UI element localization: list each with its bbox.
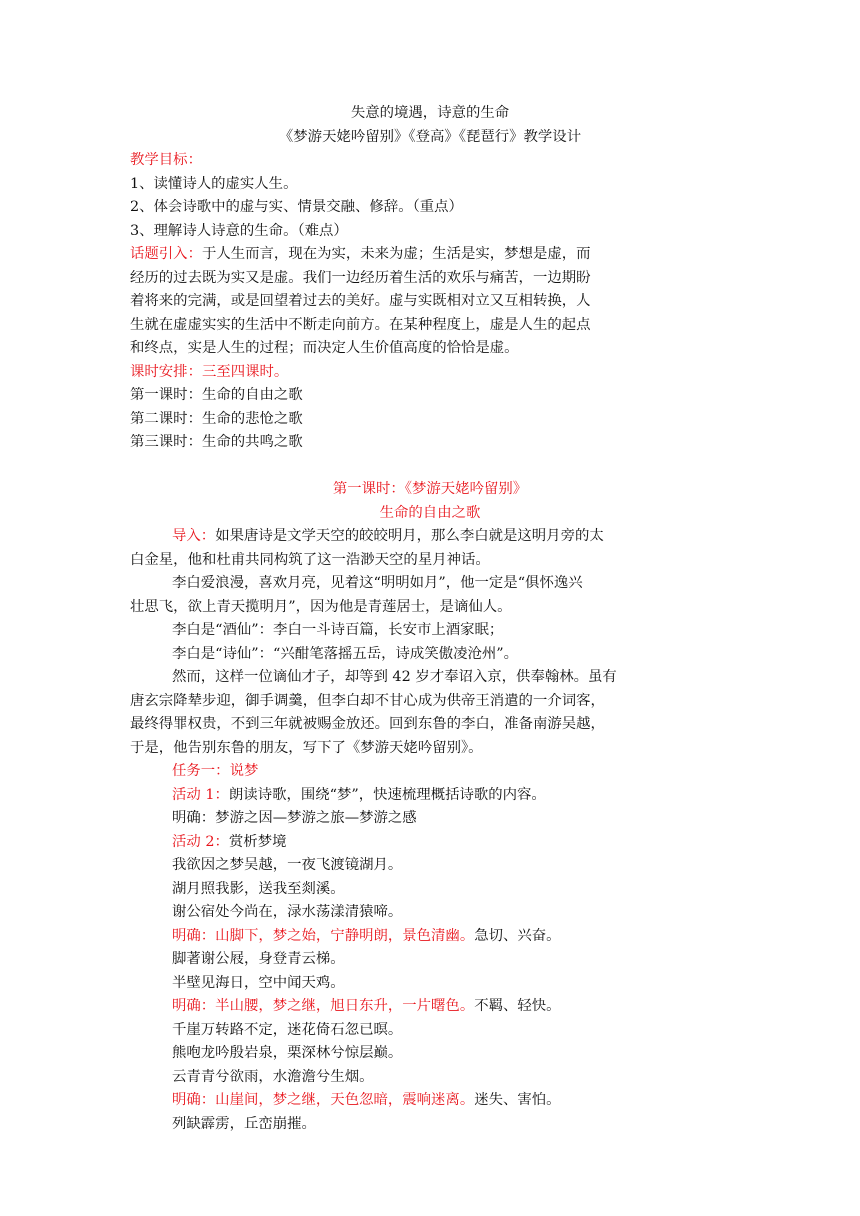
lead-label: 导入：	[172, 528, 216, 544]
verse-line: 湖月照我影，送我至剡溪。	[172, 880, 345, 897]
verse-line: 列缺霹雳，丘峦崩摧。	[172, 1115, 316, 1132]
verse-line: 云青青兮欲雨，水澹澹兮生烟。	[172, 1068, 374, 1085]
schedule-heading: 课时安排：三至四课时。	[130, 363, 289, 380]
spacer	[130, 455, 730, 479]
paragraph-line: 然而，这样一位谪仙才子，却等到 42 岁才奉诏入京，供奉翰林。虽有	[172, 669, 617, 685]
schedule-item: 第三课时：生命的共鸣之歌	[130, 434, 303, 450]
paragraph-line: 唐玄宗降辇步迎，御手调羹，但李白却不甘心成为供帝王消遣的一介词客，	[130, 692, 605, 709]
intro-label: 话题引入：	[130, 246, 202, 262]
verse-line: 半壁见海日，空中闻天鸡。	[172, 974, 345, 991]
objective-item: 2、体会诗歌中的虚与实、情景交融、修辞。（重点）	[130, 199, 463, 215]
activity-answer: 明确：梦游之因—梦游之旅—梦游之感	[172, 810, 417, 826]
intro-line: 经历的过去既为实又是虚。我们一边经历着生活的欢乐与痛苦，一边期盼	[130, 269, 591, 286]
paragraph-line: 最终得罪权贵，不到三年就被赐金放还。回到东鲁的李白，准备南游吴越，	[130, 716, 605, 732]
intro-line: 着将来的完满，或是回望着过去的美好。虚与实既相对立又互相转换，人	[130, 293, 591, 309]
activity-label: 活动 1：	[172, 786, 229, 803]
answer-line: 明确：山脚下，梦之始，宁静明朗，景色清幽。急切、兴奋。	[172, 927, 561, 944]
intro-line: 生就在虚虚实实的生活中不断走向前方。在某种程度上，虚是人生的起点	[130, 316, 591, 333]
verse-line: 谢公宿处今尚在，渌水荡漾清猿啼。	[172, 904, 403, 920]
verse-line: 千崖万转路不定，迷花倚石忽已暝。	[172, 1021, 403, 1038]
activity-line: 活动 1：朗读诗歌，围绕“梦”，快速梳理概括诗歌的内容。	[172, 786, 546, 803]
doc-subtitle: 《梦游天姥吟留别》《登高》《琵琶行》教学设计	[278, 128, 582, 145]
doc-title: 失意的境遇，诗意的生命	[350, 105, 510, 121]
lesson-title: 第一课时：《梦游天姥吟留别》	[332, 481, 528, 497]
activity-label: 活动 2：	[172, 833, 229, 850]
answer-line: 明确：半山腰，梦之继，旭日东升，一片曙色。不羁、轻快。	[172, 998, 561, 1014]
schedule-item: 第二课时：生命的悲怆之歌	[130, 410, 303, 427]
objective-item: 3、理解诗人诗意的生命。（难点）	[130, 222, 348, 239]
document-page	[130, 102, 730, 1136]
paragraph-line: 李白是“诗仙”：“兴酣笔落摇五岳，诗成笑傲凌沧州”。	[172, 645, 519, 662]
lesson-subtitle: 生命的自由之歌	[379, 504, 481, 521]
objective-item: 1、读懂诗人的虚实人生。	[130, 175, 298, 192]
paragraph-line: 李白是“酒仙”：李白一斗诗百篇，长安市上酒家眠；	[172, 622, 504, 638]
paragraph-line: 于是，他告别东鲁的朋友，写下了《梦游天姥吟留别》。	[130, 739, 483, 756]
lead-line: 导入：如果唐诗是文学天空的皎皎明月，那么李白就是这明月旁的太	[172, 528, 604, 544]
verse-line: 熊咆龙吟殷岩泉，栗深林兮惊层巅。	[172, 1045, 403, 1061]
verse-line: 我欲因之梦吴越，一夜飞渡镜湖月。	[172, 857, 403, 873]
paragraph-line: 李白爱浪漫，喜欢月亮，见着这“明明如月”，他一定是“俱怀逸兴	[172, 575, 583, 591]
paragraph-line: 壮思飞，欲上青天揽明月”，因为他是青莲居士，是谪仙人。	[130, 598, 512, 615]
activity-line: 活动 2：赏析梦境	[172, 833, 287, 850]
answer-line: 明确：山崖间，梦之继，天色忽暗，震响迷离。迷失、害怕。	[172, 1092, 561, 1108]
schedule-item: 第一课时：生命的自由之歌	[130, 387, 303, 403]
objectives-heading: 教学目标：	[130, 152, 202, 168]
lead-line: 白金星，他和杜甫共同构筑了这一浩渺天空的星月神话。	[130, 551, 490, 568]
task-heading: 任务一：说梦	[172, 763, 259, 779]
intro-line: 和终点，实是人生的过程；而决定人生价值高度的恰恰是虚。	[130, 340, 519, 356]
intro-line: 话题引入：于人生而言，现在为实，未来为虚；生活是实，梦想是虚，而	[130, 246, 591, 262]
verse-line: 脚著谢公屐，身登青云梯。	[172, 951, 345, 967]
